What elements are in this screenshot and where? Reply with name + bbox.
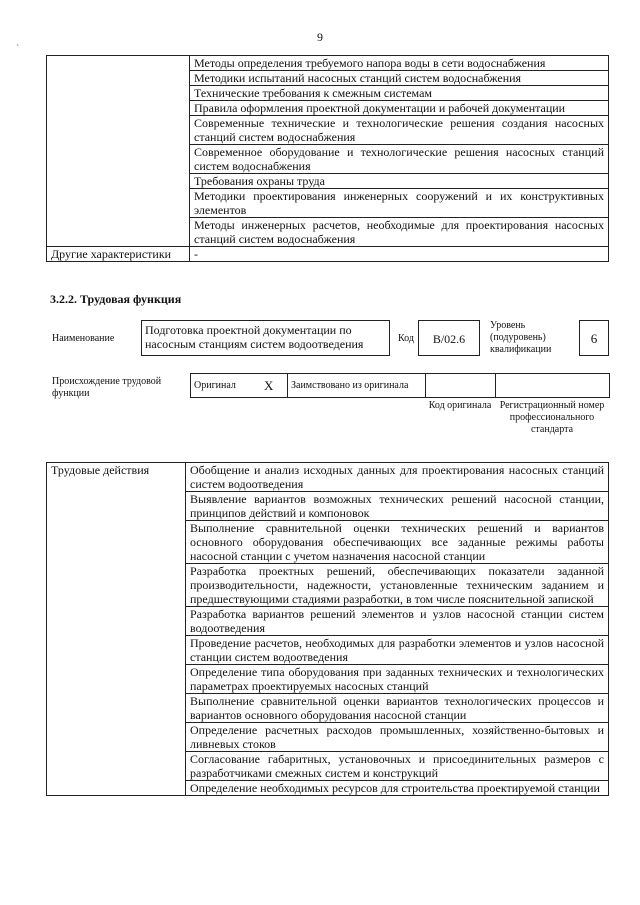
labor-action-item: Разработка вариантов решений элементов и узлов насосной станции систем водоотведения <box>186 607 609 636</box>
labor-action-item: Выполнение сравнительной оценки вариантов технологических процессов и вариантов основного оборудования насосной станции <box>186 694 609 723</box>
knowledge-item: Требования охраны труда <box>190 174 609 189</box>
reg-number-caption: Регистрационный номер профессионального стандарта <box>499 400 605 435</box>
function-name-box: Подготовка проектной документации по насосным станциям систем водоотведения <box>141 320 390 356</box>
code-label: Код <box>398 333 414 344</box>
knowledge-item: Методы определения требуемого напора воды в сети водоснабжения <box>190 56 609 71</box>
other-characteristics-value: - <box>190 247 609 262</box>
labor-action-item: Определение типа оборудования при заданных технических и технологических параметрах проектируемых насосных станций <box>186 665 609 694</box>
borrowed-label: Заимствовано из оригинала <box>288 374 426 398</box>
table-row <box>47 463 609 492</box>
knowledge-item: Методы инженерных расчетов, необходимые для проектирования насосных станций систем водоснабжения <box>190 218 609 247</box>
other-characteristics-label: Другие характеристики <box>47 247 190 262</box>
knowledge-item: Методики проектирования инженерных сооружений и их конструктивных элементов <box>190 189 609 218</box>
labor-action-item: Обобщение и анализ исходных данных для проектирования насосных станций систем водоотведения <box>186 463 609 492</box>
labor-actions-label: Трудовые действия <box>47 463 186 796</box>
origin-code-cell <box>426 374 496 398</box>
origin-table <box>190 373 610 398</box>
reg-number-cell <box>496 374 610 398</box>
origin-code-caption: Код оригинала <box>428 400 492 411</box>
labor-action-item: Определение расчетных расходов промышленных, хозяйственно-бытовых и ливневых стоков <box>186 723 609 752</box>
knowledge-item: Правила оформления проектной документации и рабочей документации <box>190 101 609 116</box>
table-row <box>47 247 609 262</box>
table-row <box>47 56 609 71</box>
function-code-box: В/02.6 <box>418 320 480 356</box>
page-number: 9 <box>317 30 323 44</box>
labor-action-item: Выявление вариантов возможных технических решений насосной станции, принципов действий и компоновок <box>186 492 609 521</box>
labor-actions-table <box>46 462 609 796</box>
knowledge-item: Методики испытаний насосных станций систем водоснабжения <box>190 71 609 86</box>
origin-label: Происхождение трудовой функции <box>52 376 162 399</box>
section-heading: 3.2.2. Трудовая функция <box>50 292 182 306</box>
knowledge-item: Современное оборудование и технологические решения насосных станций систем водоснабжения <box>190 145 609 174</box>
labor-action-item: Разработка проектных решений, обеспечивающих показатели заданной производительности, надежности, установленные техническим заданием и предшествующими стадиями разработки, в том числе пояснительной запиской <box>186 564 609 607</box>
corner-mark: ` <box>16 44 20 55</box>
knowledge-item: Технические требования к смежным системам <box>190 86 609 101</box>
qualification-level-label: Уровень (подуровень) квалификации <box>490 320 552 355</box>
labor-action-item: Согласование габаритных, установочных и присоединительных размеров с разработчиками смежных систем и конструкций <box>186 752 609 781</box>
name-label: Наименование <box>52 333 115 344</box>
labor-action-item: Выполнение сравнительной оценки технических решений и вариантов основного оборудования обеспечивающих все заданные режимы работы насосной станции с учетом назначения насосной станции <box>186 521 609 564</box>
knowledge-item: Современные технические и технологические решения создания насосных станций систем водоснабжения <box>190 116 609 145</box>
labor-action-item: Проведение расчетов, необходимых для разработки элементов и узлов насосной станции систем водоотведения <box>186 636 609 665</box>
original-mark: X <box>251 374 288 398</box>
table-cell-empty <box>47 56 190 247</box>
qualification-level-box: 6 <box>579 320 609 356</box>
table-row <box>191 374 610 398</box>
knowledge-table <box>46 55 609 262</box>
labor-action-item: Определение необходимых ресурсов для строительства проектируемой станции <box>186 781 609 796</box>
original-label: Оригинал <box>191 374 251 398</box>
